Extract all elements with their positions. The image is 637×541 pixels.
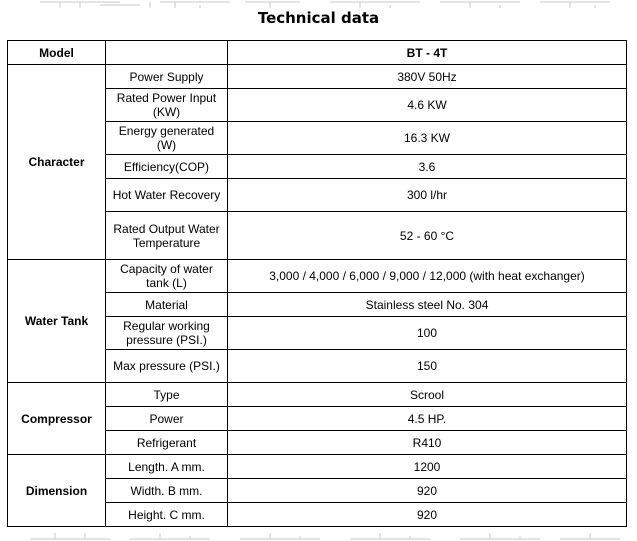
row-label: Width. B mm. <box>106 479 228 503</box>
row-label: Rated Output Water Temperature <box>106 212 228 260</box>
table-header-row <box>8 41 627 65</box>
decorative-border-bottom <box>0 531 637 541</box>
table-row <box>8 383 627 407</box>
group-character: Character <box>8 65 106 260</box>
group-water-tank: Water Tank <box>8 260 106 383</box>
row-label: Power <box>106 407 228 431</box>
row-value: 380V 50Hz <box>228 65 627 89</box>
row-label: Regular working pressure (PSI.) <box>106 317 228 350</box>
group-dimension: Dimension <box>8 455 106 527</box>
technical-data-table <box>7 40 627 527</box>
row-label: Efficiency(COP) <box>106 155 228 179</box>
group-compressor: Compressor <box>8 383 106 455</box>
row-label: Refrigerant <box>106 431 228 455</box>
row-value: 4.5 HP. <box>228 407 627 431</box>
page-title: Technical data <box>257 9 380 27</box>
table-row <box>8 260 627 293</box>
row-value: R410 <box>228 431 627 455</box>
row-label: Type <box>106 383 228 407</box>
row-value: 150 <box>228 350 627 383</box>
row-value: 920 <box>228 479 627 503</box>
row-value: 920 <box>228 503 627 527</box>
row-value: 300 l/hr <box>228 179 627 212</box>
row-value: 100 <box>228 317 627 350</box>
row-label: Max pressure (PSI.) <box>106 350 228 383</box>
row-value: 3,000 / 4,000 / 6,000 / 9,000 / 12,000 (with heat exchanger) <box>228 260 627 293</box>
row-label: Material <box>106 293 228 317</box>
row-value: 16.3 KW <box>228 122 627 155</box>
row-value: 1200 <box>228 455 627 479</box>
table-row <box>8 65 627 89</box>
row-label: Length. A mm. <box>106 455 228 479</box>
row-label: Power Supply <box>106 65 228 89</box>
row-label: Height. C mm. <box>106 503 228 527</box>
header-model-name: BT - 4T <box>228 41 627 65</box>
row-value: Scrool <box>228 383 627 407</box>
header-blank <box>106 41 228 65</box>
row-value: 52 - 60 °C <box>228 212 627 260</box>
row-value: 3.6 <box>228 155 627 179</box>
row-label: Energy generated (W) <box>106 122 228 155</box>
row-value: 4.6 KW <box>228 89 627 122</box>
header-model: Model <box>8 41 106 65</box>
table-row <box>8 455 627 479</box>
row-value: Stainless steel No. 304 <box>228 293 627 317</box>
row-label: Rated Power Input (KW) <box>106 89 228 122</box>
row-label: Hot Water Recovery <box>106 179 228 212</box>
row-label: Capacity of water tank (L) <box>106 260 228 293</box>
